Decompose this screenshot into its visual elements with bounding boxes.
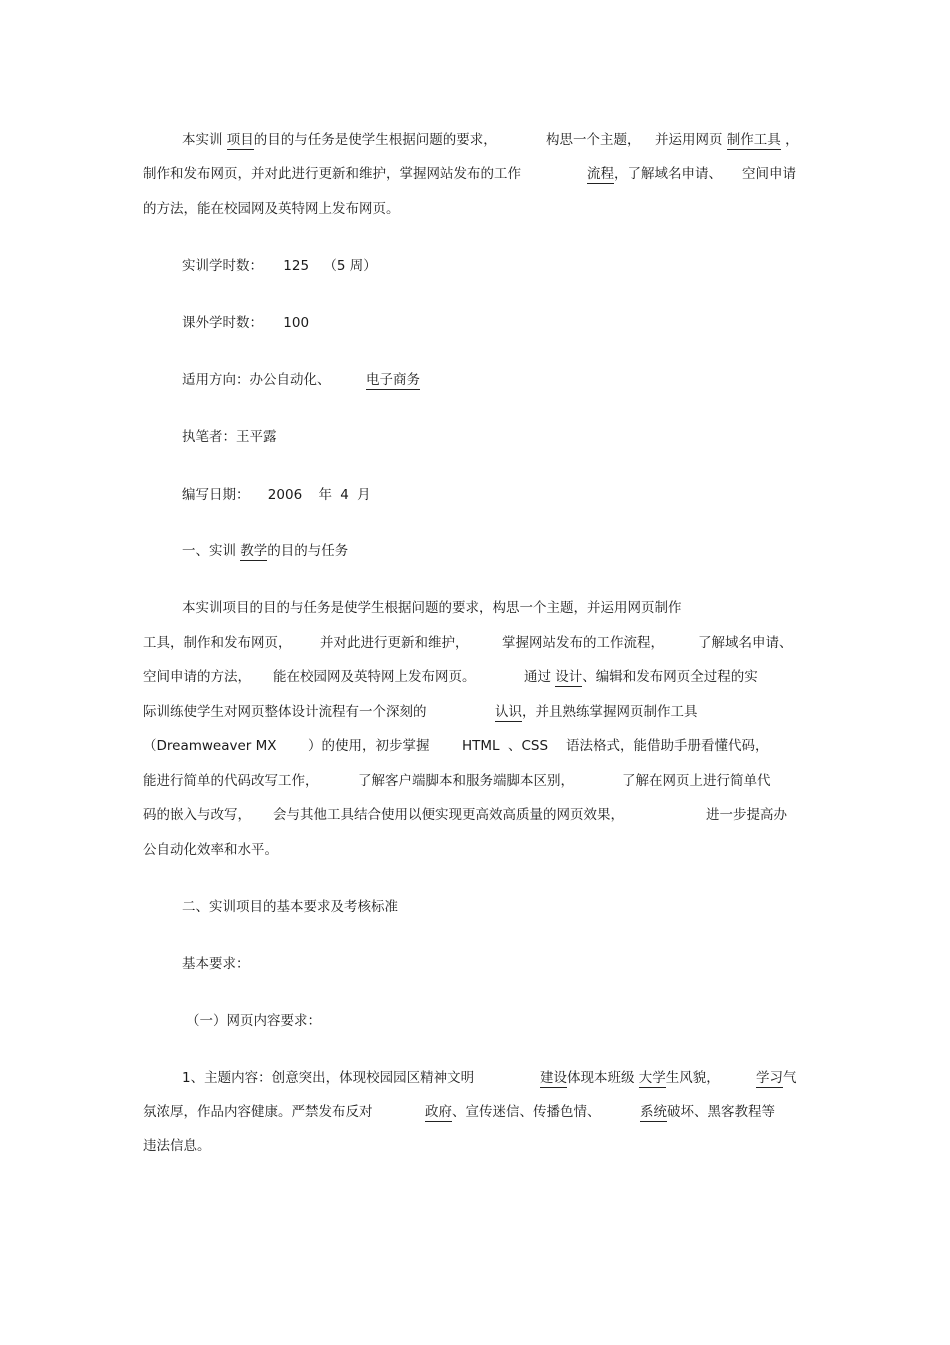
section1-line-5e: 语法格式，能借助手册看懂代码， (566, 738, 769, 754)
meta-author: 执笔者：王平露 (182, 429, 277, 445)
section1-line-2c: 掌握网站发布的工作流程， (502, 635, 664, 651)
meta-date: 编写日期： 2006 年 4 月 (182, 487, 371, 503)
section1-heading: 一、实训 教学的目的与任务 (182, 543, 349, 559)
link-jianshe[interactable]: 建设 (540, 1070, 567, 1086)
section1-line-6c: 了解在网页上进行简单代 (622, 773, 771, 789)
intro-line-3: 的方法，能在校园网及英特网上发布网页。 (143, 201, 400, 217)
link-dianzi-shangwu[interactable]: 电子商务 (366, 372, 420, 388)
section1-line-7c: 进一步提高办 (706, 807, 787, 823)
section1-line-5d: 、CSS (508, 738, 549, 754)
section1-line-3c: 通过 设计、编辑和发布网页全过程的实 (524, 669, 758, 685)
link-zhizuo-gongju[interactable]: 制作工具 (726, 132, 781, 148)
intro-line-2c: 空间申请 (742, 166, 796, 182)
intro-line-1b: 构思一个主题， (546, 132, 641, 148)
section1-line-8: 公自动化效率和水平。 (143, 842, 278, 858)
section1-line-1: 本实训项目的目的与任务是使学生根据问题的要求，构思一个主题，并运用网页制作 (182, 600, 682, 616)
link-xitong[interactable]: 系统 (640, 1104, 667, 1120)
meta-direction: 适用方向：办公自动化、 (182, 372, 331, 388)
section1-line-7b: 会与其他工具结合使用以便实现更高效高质量的网页效果， (273, 807, 624, 823)
meta-extra-hours: 课外学时数： 100 (182, 315, 310, 331)
item1-line-1b: 建设体现本班级 大学生风貌， (540, 1070, 720, 1086)
link-liucheng[interactable]: 流程 (587, 166, 614, 182)
intro-line-1: 本实训 项目的目的与任务是使学生根据问题的要求， (182, 132, 497, 148)
meta-direction-link-wrap (366, 371, 420, 389)
section1-line-6b: 了解客户端脚本和服务端脚本区别， (358, 773, 574, 789)
link-jiaoxue[interactable]: 教学 (240, 543, 268, 559)
item1-line-1a: 1、主题内容：创意突出，体现校园园区精神文明 (182, 1070, 475, 1086)
section1-line-5b: ）的使用，初步掌握 (308, 738, 430, 754)
item1-line-2a: 氛浓厚，作品内容健康。严禁发布反对 (143, 1104, 373, 1120)
item1-line-1c: 学习气 (756, 1070, 797, 1086)
intro-line-2: 制作和发布网页，并对此进行更新和维护，掌握网站发布的工作 (143, 166, 521, 182)
item1-line-3: 违法信息。 (143, 1138, 211, 1154)
link-xuexi[interactable]: 学习 (756, 1070, 783, 1086)
section2-heading: 二、实训项目的基本要求及考核标准 (182, 899, 398, 915)
section1-line-3b: 能在校园网及英特网上发布网页。 (273, 669, 476, 685)
item1-line-2c: 系统破坏、黑客教程等 (640, 1104, 775, 1120)
section1-line-2a: 工具，制作和发布网页， (143, 635, 292, 651)
web-content-requirements: （一）网页内容要求： (186, 1013, 321, 1029)
section1-line-4a: 际训练使学生对网页整体设计流程有一个深刻的 (143, 704, 427, 720)
item1-line-2b: 政府、宣传迷信、传播色情、 (425, 1104, 601, 1120)
link-zhengfu[interactable]: 政府 (425, 1104, 452, 1120)
link-daxue[interactable]: 大学 (638, 1070, 666, 1086)
link-sheji[interactable]: 设计 (555, 669, 583, 685)
section1-line-3a: 空间申请的方法， (143, 669, 251, 685)
link-renshi[interactable]: 认识 (495, 704, 522, 720)
section1-line-6a: 能进行简单的代码改写工作， (143, 773, 319, 789)
section1-line-5c: HTML (462, 738, 500, 754)
intro-line-2b: 流程，了解域名申请、 (587, 166, 722, 182)
section1-line-2b: 并对此进行更新和维护， (320, 635, 469, 651)
link-xiangmu[interactable]: 项目 (226, 132, 254, 148)
section1-line-5a: （Dreamweaver MX (143, 738, 277, 754)
intro-line-1c: 并运用网页 制作工具 ， (655, 132, 799, 148)
section1-line-2d: 了解域名申请、 (698, 635, 793, 651)
section1-line-7a: 码的嵌入与改写， (143, 807, 251, 823)
basic-requirements: 基本要求： (182, 956, 250, 972)
meta-hours: 实训学时数： 125 （5 周） (182, 258, 377, 274)
section1-line-4b: 认识，并且熟练掌握网页制作工具 (495, 704, 698, 720)
